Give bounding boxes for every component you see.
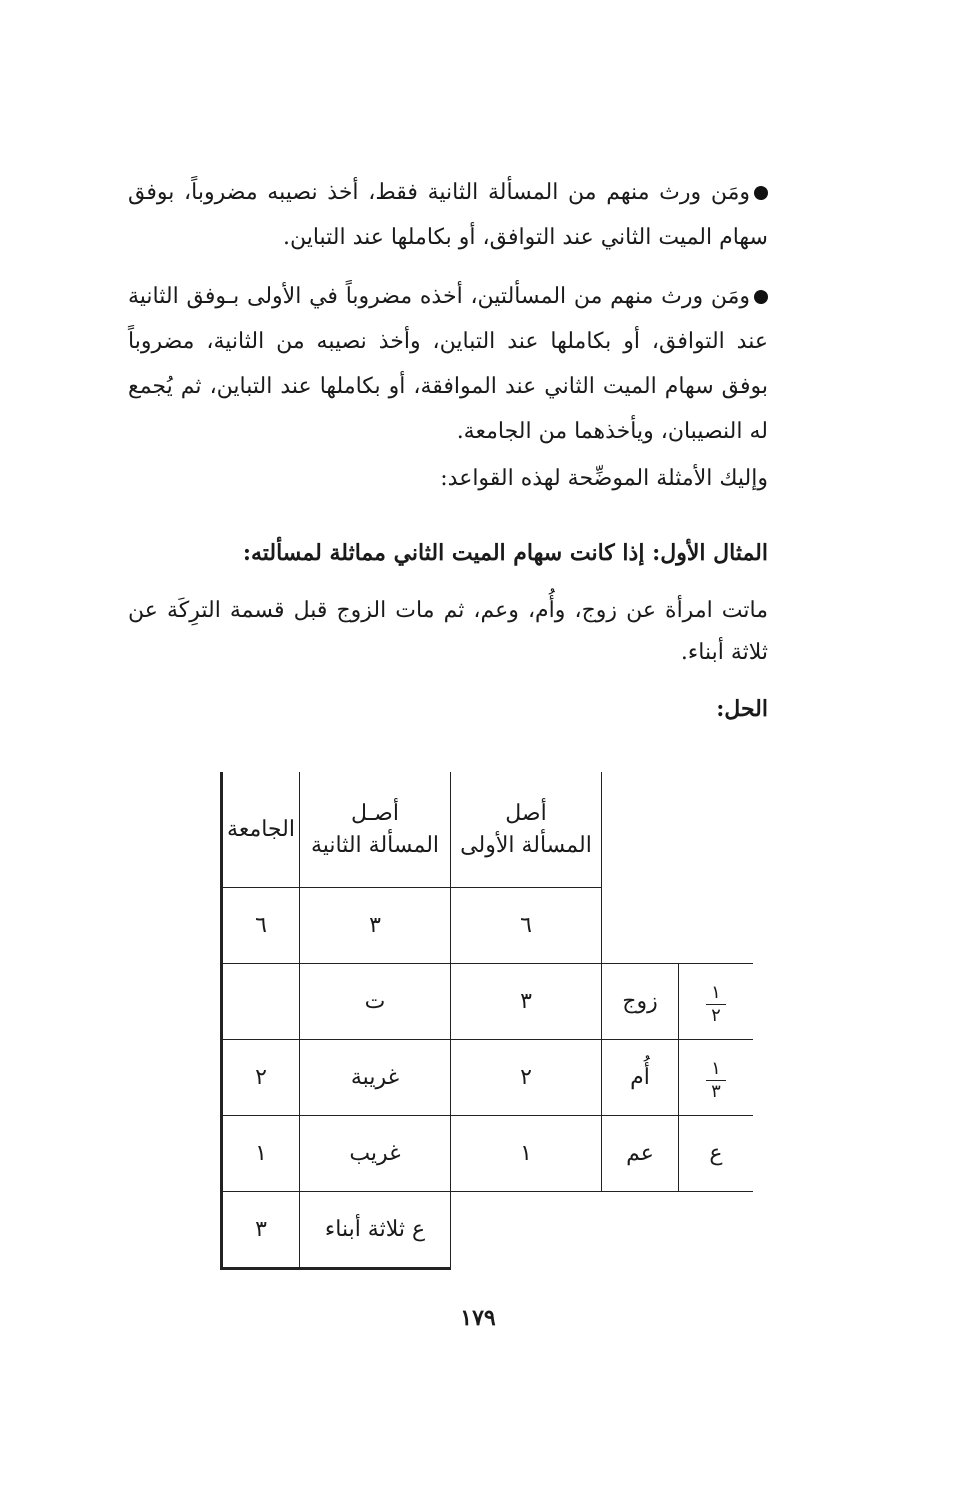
row-first: ٢ [451,1040,602,1116]
row-heir: أُم [602,1040,679,1116]
row-heir: زوج [602,964,679,1040]
row-second: ع ثلاثة أبناء [300,1192,451,1269]
row-heir: عم [602,1116,679,1192]
row-second: ت [300,964,451,1040]
solution-label: الحل: [716,696,768,722]
row-share [679,1040,754,1116]
base-empty [679,888,754,964]
row-jamia [222,964,300,1040]
base-second: ٣ [300,888,451,964]
row-share [679,964,754,1040]
row-second: غريب [300,1116,451,1192]
header-jamia: الجامعة [222,772,300,888]
row-jamia: ١ [222,1116,300,1192]
row-first: ١ [451,1116,602,1192]
base-first: ٦ [451,888,602,964]
table-row [222,1192,754,1269]
header-first-problem: أصل المسألة الأولى [451,772,602,888]
page-number: ١٧٩ [460,1305,496,1331]
bullet-paragraph-2 [128,274,768,454]
header-empty [679,772,754,888]
bullet-paragraph-1 [128,170,768,260]
header-second-problem: أصـل المسألة الثانية [300,772,451,888]
base-empty [602,888,679,964]
base-jamia: ٦ [222,888,300,964]
row-jamia: ٢ [222,1040,300,1116]
row-second: غريبة [300,1040,451,1116]
bullet-dot-icon [754,290,768,304]
base-row [222,888,754,964]
row-empty [602,1192,679,1269]
table-header-row [222,772,754,888]
row-empty [679,1192,754,1269]
table-row [222,1116,754,1192]
solution-table [220,772,753,1270]
bullet-1-text: ومَن ورث منهم من المسألة الثانية فقط، أخذ نصيبه مضروباً، بوفق سهام الميت الثاني عند التوافق، أو بكاملها عند التباين. [128,180,768,250]
examples-intro: وإليك الأمثلة الموضِّحة لهذه القواعد: [440,466,768,491]
row-first: ٣ [451,964,602,1040]
example-heading: المثال الأول: إذا كانت سهام الميت الثاني مماثلة لمسألته: [242,540,768,566]
table-row [222,1040,754,1116]
row-share: ع [679,1116,754,1192]
row-empty [451,1192,602,1269]
bullet-dot-icon [754,186,768,200]
fraction: $\frac{١}{٢}$ [706,984,726,1025]
header-empty [602,772,679,888]
bullet-2-text: ومَن ورث منهم من المسألتين، أخذه مضروباً في الأولى بـوفق الثانية عند التوافق، أو بكاملها عند التباين، وأخذ نصيبه من الثانية، مضروباً بوفق سهام الميت الثاني عند الموافقة، أو بكاملها عند التباين، ثم يُجمع له النصيبان، ويأخذهما من الجامعة. [128,284,768,444]
fraction: $\frac{١}{٣}$ [706,1060,726,1101]
example-text: ماتت امرأة عن زوج، وأُم، وعم، ثم مات الزوج قبل قسمة الترِكَة عن ثلاثة أبناء. [128,598,768,665]
row-jamia: ٣ [222,1192,300,1269]
table-row [222,964,754,1040]
